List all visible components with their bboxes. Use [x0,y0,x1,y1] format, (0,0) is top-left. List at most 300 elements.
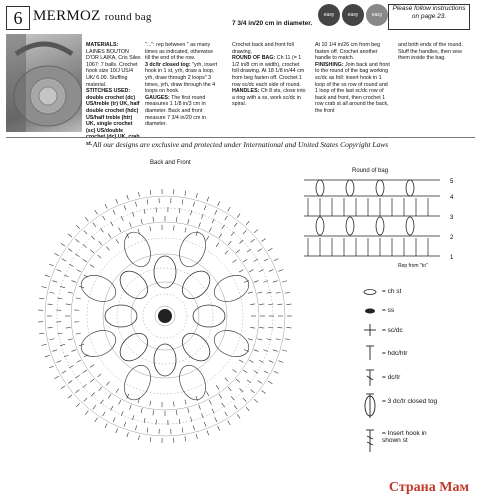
petal-shape [177,266,215,304]
stitch-mark [250,327,255,328]
stitch-mark [243,259,247,262]
stitch-mark [216,385,219,389]
stitch-mark [234,223,237,227]
stitch-mark [243,230,246,234]
instructions-note: Please follow instructions on page 23. [388,4,470,30]
row-number: 3 [450,215,454,221]
finishing-heading: FINISHING: [315,61,344,68]
stitch-mark [188,219,189,224]
difficulty-badge [342,4,364,26]
stitch-mark [182,428,183,433]
slip-stitch-icon [365,309,375,314]
stitch-mark [234,405,237,409]
stitch-mark [124,205,126,210]
row-number: 5 [450,179,454,185]
stitch-mark [215,210,217,214]
stitch-mark [105,424,107,428]
center-ring [158,309,172,323]
stitch-mark [259,304,264,305]
legend-text: = ch st [382,288,402,295]
legend-text: = ss [382,307,395,314]
stitch-mark [116,388,119,392]
stitch-mark [45,355,50,357]
stitch-mark [257,339,262,340]
stitch-mark [49,264,54,266]
closed-tog-mark [316,180,324,196]
petal-shape [119,228,155,270]
stitch-mark [269,269,274,271]
stitch-mark [274,259,278,261]
petal-shape [115,328,153,366]
stitch-mark [264,371,268,373]
stitch-mark [248,339,253,340]
stitch-mark [61,243,65,246]
legend-text: = dc/tr [382,374,401,381]
closed-tog-icon [365,394,375,418]
stitch-mark [141,219,142,224]
finishing-text: Join back and front to the round of the bag working sc/dc as foll: insert hook in 1 loop of the ss row of round and 1 loop of the last sc/dc row of back and front, then crochet 1 row crab st all around the back, the front [315,61,390,114]
stitch-mark [99,241,102,245]
stitch-mark [83,370,87,373]
stitch-mark [193,202,194,207]
stitch-mark [207,431,209,436]
stitch-mark [262,390,266,393]
size-text: 7 3/4 in/20 cm in diameter. [232,20,313,27]
back-front-label: Back and Front [150,160,191,166]
stitch-mark [61,386,65,389]
stitch-mark [141,408,142,413]
stitch-mark [75,375,79,378]
stitch-mark [76,225,79,229]
petal-shape [175,228,211,270]
stitch-mark [108,394,111,398]
stitch-mark [262,238,266,241]
stitch-mark [62,371,66,373]
closed-tog-mark [406,217,414,235]
gauges-text: The first round measures 1 1/8 in/3 cm in diameter. Back and front measure 7 3/4 in/20 cm in diameter. [145,94,206,128]
stitch-mark [98,374,102,377]
stitch-mark [95,418,98,422]
pattern-title [33,8,152,25]
stitch-mark [176,217,177,222]
difficulty-badge [318,4,340,26]
stitch-mark [196,434,197,439]
stitch-mark [196,231,198,236]
closed-tog-mark [376,217,384,235]
stitch-mark [116,239,119,243]
stitch-mark [68,381,72,384]
stitch-mark [273,281,278,282]
stitch-mark [147,199,148,204]
stitch-mark [218,426,220,431]
stitch-mark [150,190,151,195]
stitch-mark [121,216,123,221]
stitch-mark [113,417,115,421]
stitch-mark [254,370,258,373]
stitch-mark [90,379,94,382]
stitch-mark [85,411,88,415]
stitch-mark [232,369,236,372]
stitch-mark [250,304,255,305]
stitch-mark [228,241,231,245]
stitch-mark [258,249,262,252]
title-text: MERMOZ [33,8,101,24]
stitch-mark [237,214,240,218]
repeat-label: Rep from "to" [398,263,428,269]
double-crochet-icon [366,370,374,386]
tog-heading: 3 dc/tr closed tog: [145,61,191,68]
stitch-mark [135,202,136,207]
stitch-mark [236,379,240,382]
stitch-mark [254,399,258,402]
closed-tog-mark [346,217,354,235]
stitch-mark [68,234,72,237]
stitch-mark [76,298,81,299]
legend-symbols [355,286,385,456]
stitch-mark [268,248,272,251]
stitch-mark [174,402,175,407]
stitch-mark [246,221,249,225]
stitches-text: STITCHES USED: double crochet (dc) US/treble (tr) UK, half double crochet (hdc) US/half treble (htr) UK, single crochet (sc) US/double st. [86,88,140,147]
back-front-text: Crochet back and front foll drawing. [232,42,294,55]
gauges-heading: GAUGES: [145,94,170,101]
stitch-mark [71,350,76,352]
stitch-mark [90,250,94,253]
stitch-mark [57,298,62,299]
stitch-mark [249,360,253,362]
stitch-mark [225,412,228,416]
stitch-mark [243,398,246,402]
petal-shape [77,326,119,362]
round-text: Ch 11 (= 1 1/2 in/8 cm in width), crochet foll drawing. At 18 1/8 in/44 cm from beg fasten off. Crochet 1 row sc/dc each side of round. [232,55,305,88]
legend-text: = sc/dc [382,327,403,334]
stitch-mark [185,227,186,232]
stitch-mark [138,192,139,197]
legend-text: = 3 dc/tr closed tog [382,398,438,405]
stitch-mark [185,400,186,405]
stitch-mark [204,205,206,210]
stitch-mark [274,371,278,373]
stitch-mark [48,304,53,305]
site-watermark: Страна Мам [388,480,469,495]
back-front-chart [30,168,300,458]
stitch-mark [83,259,87,262]
stitch-mark [66,304,71,305]
stitch-mark [258,381,262,384]
stitch-mark [135,425,136,430]
stitch-mark [222,225,225,229]
stitch-mark [93,405,96,409]
badge-text: easy [371,11,383,18]
stitch-mark [240,240,244,243]
stitch-mark [84,398,87,402]
stitch-mark [124,422,126,427]
stitch-mark [106,247,109,251]
stitch-mark [228,421,231,425]
stitch-mark [266,339,271,340]
stitch-mark [251,239,255,242]
stitch-mark [219,394,222,398]
stitch-mark [218,201,220,206]
handles-heading: HANDLES: [232,88,260,95]
stitch-mark [243,370,247,373]
materials-column [86,42,142,148]
stitch-mark [279,269,284,271]
single-crochet-icon [364,324,376,336]
pattern-number: 6 [6,6,30,30]
stitch-mark [90,365,94,368]
stitch-mark [100,228,103,232]
stitch-mark [68,292,73,293]
bag-photo [6,34,82,132]
stitch-mark [263,281,268,283]
stitch-mark [279,361,284,363]
stitch-mark [52,350,57,351]
stitch-mark [85,217,88,221]
stitch-mark [153,217,154,222]
stitch-mark [49,292,54,293]
petal-shape [154,344,176,376]
stitch-mark [182,199,183,204]
petal-shape [77,270,119,306]
stitch-mark [60,344,65,345]
stitch-mark [196,193,197,198]
badge-text: easy [323,11,335,18]
stitch-mark [185,436,186,441]
instructions-column-2 [145,42,219,128]
stitch-mark [196,396,198,401]
stitch-mark [39,298,44,299]
stitch-mark [174,225,175,230]
stitch-mark [130,405,132,410]
subtitle-text: round bag [104,11,152,23]
stitch-mark [231,232,234,236]
stitch-mark [76,270,80,272]
stitch-mark [240,389,244,392]
stitch-mark [68,249,72,252]
stitch-mark [216,243,219,247]
stitch-mark [239,270,243,273]
round-stitches [308,180,428,256]
stitch-mark [237,414,240,418]
stitch-mark [199,405,201,410]
stitch-mark [66,327,71,328]
stitch-mark [119,227,121,231]
stitch-mark [249,270,253,272]
stitch-mark [219,234,222,238]
difficulty-badge [366,4,388,26]
stitch-mark [138,435,139,440]
repeat-note: "...": rep between " as many times as indicated, otherwise till the end of the row. [145,42,214,62]
instructions-column-3 [232,42,306,108]
stitch-mark [90,264,94,267]
stitch-mark [93,223,96,227]
stitch-mark [69,264,73,266]
stitch-mark [76,333,81,334]
stitch-mark [150,226,151,231]
closed-tog-mark [406,180,414,196]
stitch-mark [84,230,87,234]
stitch-mark [199,222,201,227]
stitch-mark [222,403,225,407]
round-of-bag-label: Round of bag [352,168,389,174]
badge-text: easy [347,11,359,18]
stitch-mark [127,432,129,437]
instructions-column-5 [398,42,474,62]
stitch-mark [277,327,282,328]
stitch-mark [276,339,281,340]
stitch-mark [254,350,259,352]
stitch-mark [49,366,54,368]
stitch-mark [201,413,203,418]
stitch-mark [209,227,211,231]
stitch-mark [247,249,251,252]
stitch-mark [69,365,73,367]
stitch-mark [55,253,59,255]
stitch-mark [228,387,231,391]
stitch-mark [49,339,54,340]
handles-end-text: At 10 1/4 in/26 cm from beg fasten off. Crochet another handle to match. [315,42,381,62]
petal-shape [119,361,155,403]
stitch-mark [188,408,189,413]
stitch-mark [212,219,214,223]
stitch-mark [99,387,102,391]
stitch-mark [105,204,107,208]
stitch-mark [257,292,262,293]
round-chart-grid [304,180,440,256]
petal-shape [154,256,176,288]
round-of-bag-chart [290,172,470,264]
stitch-mark [254,229,258,232]
stitch-mark [57,361,62,363]
stitch-mark [121,411,123,416]
stitch-mark [254,259,258,262]
stitch-mark [83,244,87,247]
stitch-mark [239,360,243,363]
insert-hook-icon [366,430,374,452]
closed-tog-mark [316,217,324,235]
stitch-mark [62,259,66,261]
stitch-mark [119,400,121,404]
tog-text: "yrh, insert hook in 1 st, yrh, draw a loop, yrh, draw through 2 loops" 3 times, yrh, draw through the 4 loops on hook. [145,61,218,95]
stitch-mark [75,239,79,242]
stitch-mark [264,259,268,261]
stitch-mark [254,281,259,283]
stitch-mark [57,333,62,334]
stitch-mark [48,327,53,328]
divider [6,137,475,138]
half-double-crochet-icon [366,346,374,360]
stitch-mark [95,210,98,214]
stitch-mark [91,393,94,397]
stitch-mark [209,400,211,404]
chain-stitch-icon [364,290,376,295]
stitch-mark [153,410,154,415]
stitch-mark [76,403,79,407]
row-number: 2 [450,235,454,241]
stitch-mark [185,191,186,196]
row-number: 1 [450,255,454,261]
row-number: 4 [450,195,454,201]
stitch-mark [248,292,253,293]
stitch-mark [108,234,111,238]
stitch-mark [247,380,251,383]
stitch-mark [282,281,287,282]
stitch-mark [55,376,59,378]
stitch-mark [206,391,208,395]
stitch-mark [277,304,282,305]
stitch-mark [75,254,79,257]
stitch-mark [231,396,234,400]
stitch-mark [150,401,151,406]
stitch-mark [268,381,272,384]
stitch-mark [204,422,206,427]
stitch-mark [207,197,209,202]
handles-text: Ch 8 sts, close into a ring with a ss, work sc/dc in spiral. [232,88,306,108]
stitch-mark [225,251,228,255]
stitch-mark [251,390,255,393]
materials-heading: MATERIALS: [86,42,119,48]
finishing-end-text: and both ends of the round. Stuff the handles, then sew them inside the bag. [398,42,463,62]
stitch-mark [100,400,103,404]
petal-shape [105,305,137,327]
stitch-mark [130,222,132,227]
stitch-mark [68,339,73,340]
closed-tog-mark [346,180,354,196]
stitch-mark [273,350,278,351]
stitch-mark [236,250,240,253]
stitch-mark [68,395,72,398]
stitch-mark [45,275,50,277]
stitch-mark [39,333,44,334]
copyright-notice: All our designs are exclusive and protected under International and United States Copyright Laws [92,140,389,149]
petal-shape [193,305,225,327]
stitch-mark [285,339,290,340]
stitch-mark [113,210,115,214]
stitch-mark [259,327,264,328]
stitch-mark [269,361,274,363]
stitch-mark [71,281,76,283]
stitch-mark [116,199,118,204]
petal-shape [175,361,211,403]
instructions-column-4 [315,42,391,115]
stitch-mark [132,415,133,420]
stitch-mark [116,428,118,433]
bag-photo-illustration [6,34,82,132]
stitch-mark [147,428,148,433]
stitch-mark [127,195,129,200]
round-heading: ROUND OF BAG: [232,55,276,62]
stitch-mark [285,292,290,293]
legend-text: = Insert hook in shown st [382,430,427,444]
stitch-mark [41,344,46,345]
stitch-mark [106,382,109,386]
stitch-mark [191,210,192,215]
stitch-mark [91,236,94,240]
stitch-mark [76,360,80,362]
stitch-mark [206,236,208,240]
stitch-mark [215,417,217,421]
stitch-mark [276,292,281,293]
stitch-mark [83,384,87,387]
legend-text: = hdc/htr [382,350,408,357]
stitch-mark [52,281,57,282]
stitch-mark [228,207,231,211]
stitch-mark [225,216,228,220]
stitch-mark [176,410,177,415]
stitch-mark [246,407,249,411]
stitch-mark [103,412,106,416]
